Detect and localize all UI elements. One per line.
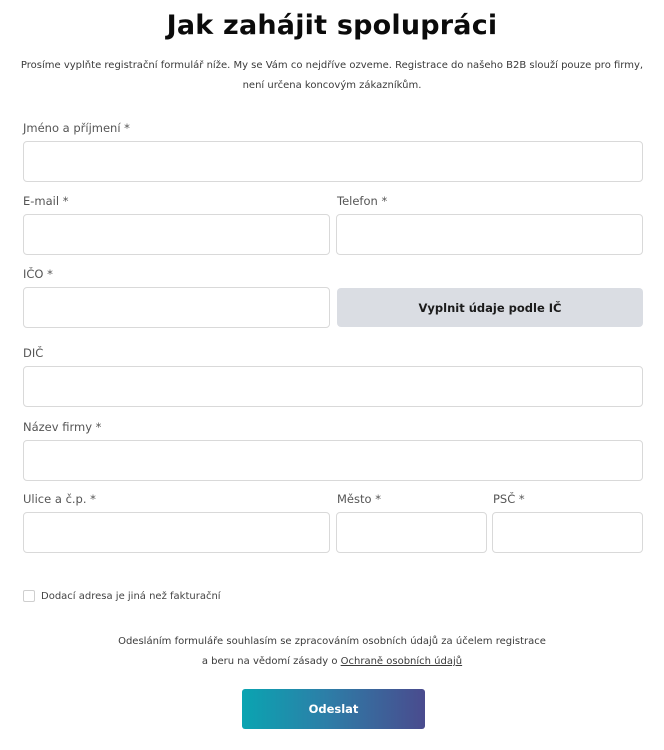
email-label: E-mail *: [23, 194, 69, 208]
privacy-policy-link[interactable]: Ochraně osobních údajů: [340, 656, 463, 667]
consent-line-2: [0, 656, 664, 667]
ico-input[interactable]: [23, 287, 330, 328]
email-input[interactable]: [23, 214, 330, 255]
intro-line-1: Prosíme vyplňte registrační formulář níže. My se Vám co nejdříve ozveme. Registrace do našeho B2B slouží pouze pro firmy,: [20, 60, 644, 71]
intro-line-2: není určena koncovým zákazníkům.: [242, 80, 422, 91]
dic-input[interactable]: [23, 366, 643, 407]
city-input[interactable]: [336, 512, 487, 553]
delivery-address-label[interactable]: Dodací adresa je jiná než fakturační: [41, 590, 221, 602]
company-label: Název firmy *: [23, 420, 102, 434]
phone-input[interactable]: [336, 214, 643, 255]
consent-line-2-text: a beru na vědomí zásady o: [201, 656, 341, 667]
delivery-address-option[interactable]: [23, 589, 221, 603]
street-input[interactable]: [23, 512, 330, 553]
page-title: Jak zahájit spolupráci: [166, 10, 498, 41]
submit-button[interactable]: Odeslat: [242, 689, 425, 729]
name-input[interactable]: [23, 141, 643, 182]
company-input[interactable]: [23, 440, 643, 481]
consent-line-1: Odesláním formuláře souhlasím se zpracováním osobních údajů za účelem registrace: [118, 636, 546, 647]
name-label: Jméno a příjmení *: [23, 121, 130, 135]
zip-input[interactable]: [492, 512, 643, 553]
intro-text: [20, 56, 644, 96]
street-label: Ulice a č.p. *: [23, 492, 96, 506]
fill-by-ico-button[interactable]: Vyplnit údaje podle IČ: [337, 288, 643, 327]
city-label: Město *: [337, 492, 381, 506]
phone-label: Telefon *: [337, 194, 388, 208]
dic-label: DIČ: [23, 346, 44, 360]
zip-label: PSČ *: [493, 492, 525, 506]
delivery-address-checkbox[interactable]: [23, 590, 35, 602]
ico-label: IČO *: [23, 267, 53, 281]
